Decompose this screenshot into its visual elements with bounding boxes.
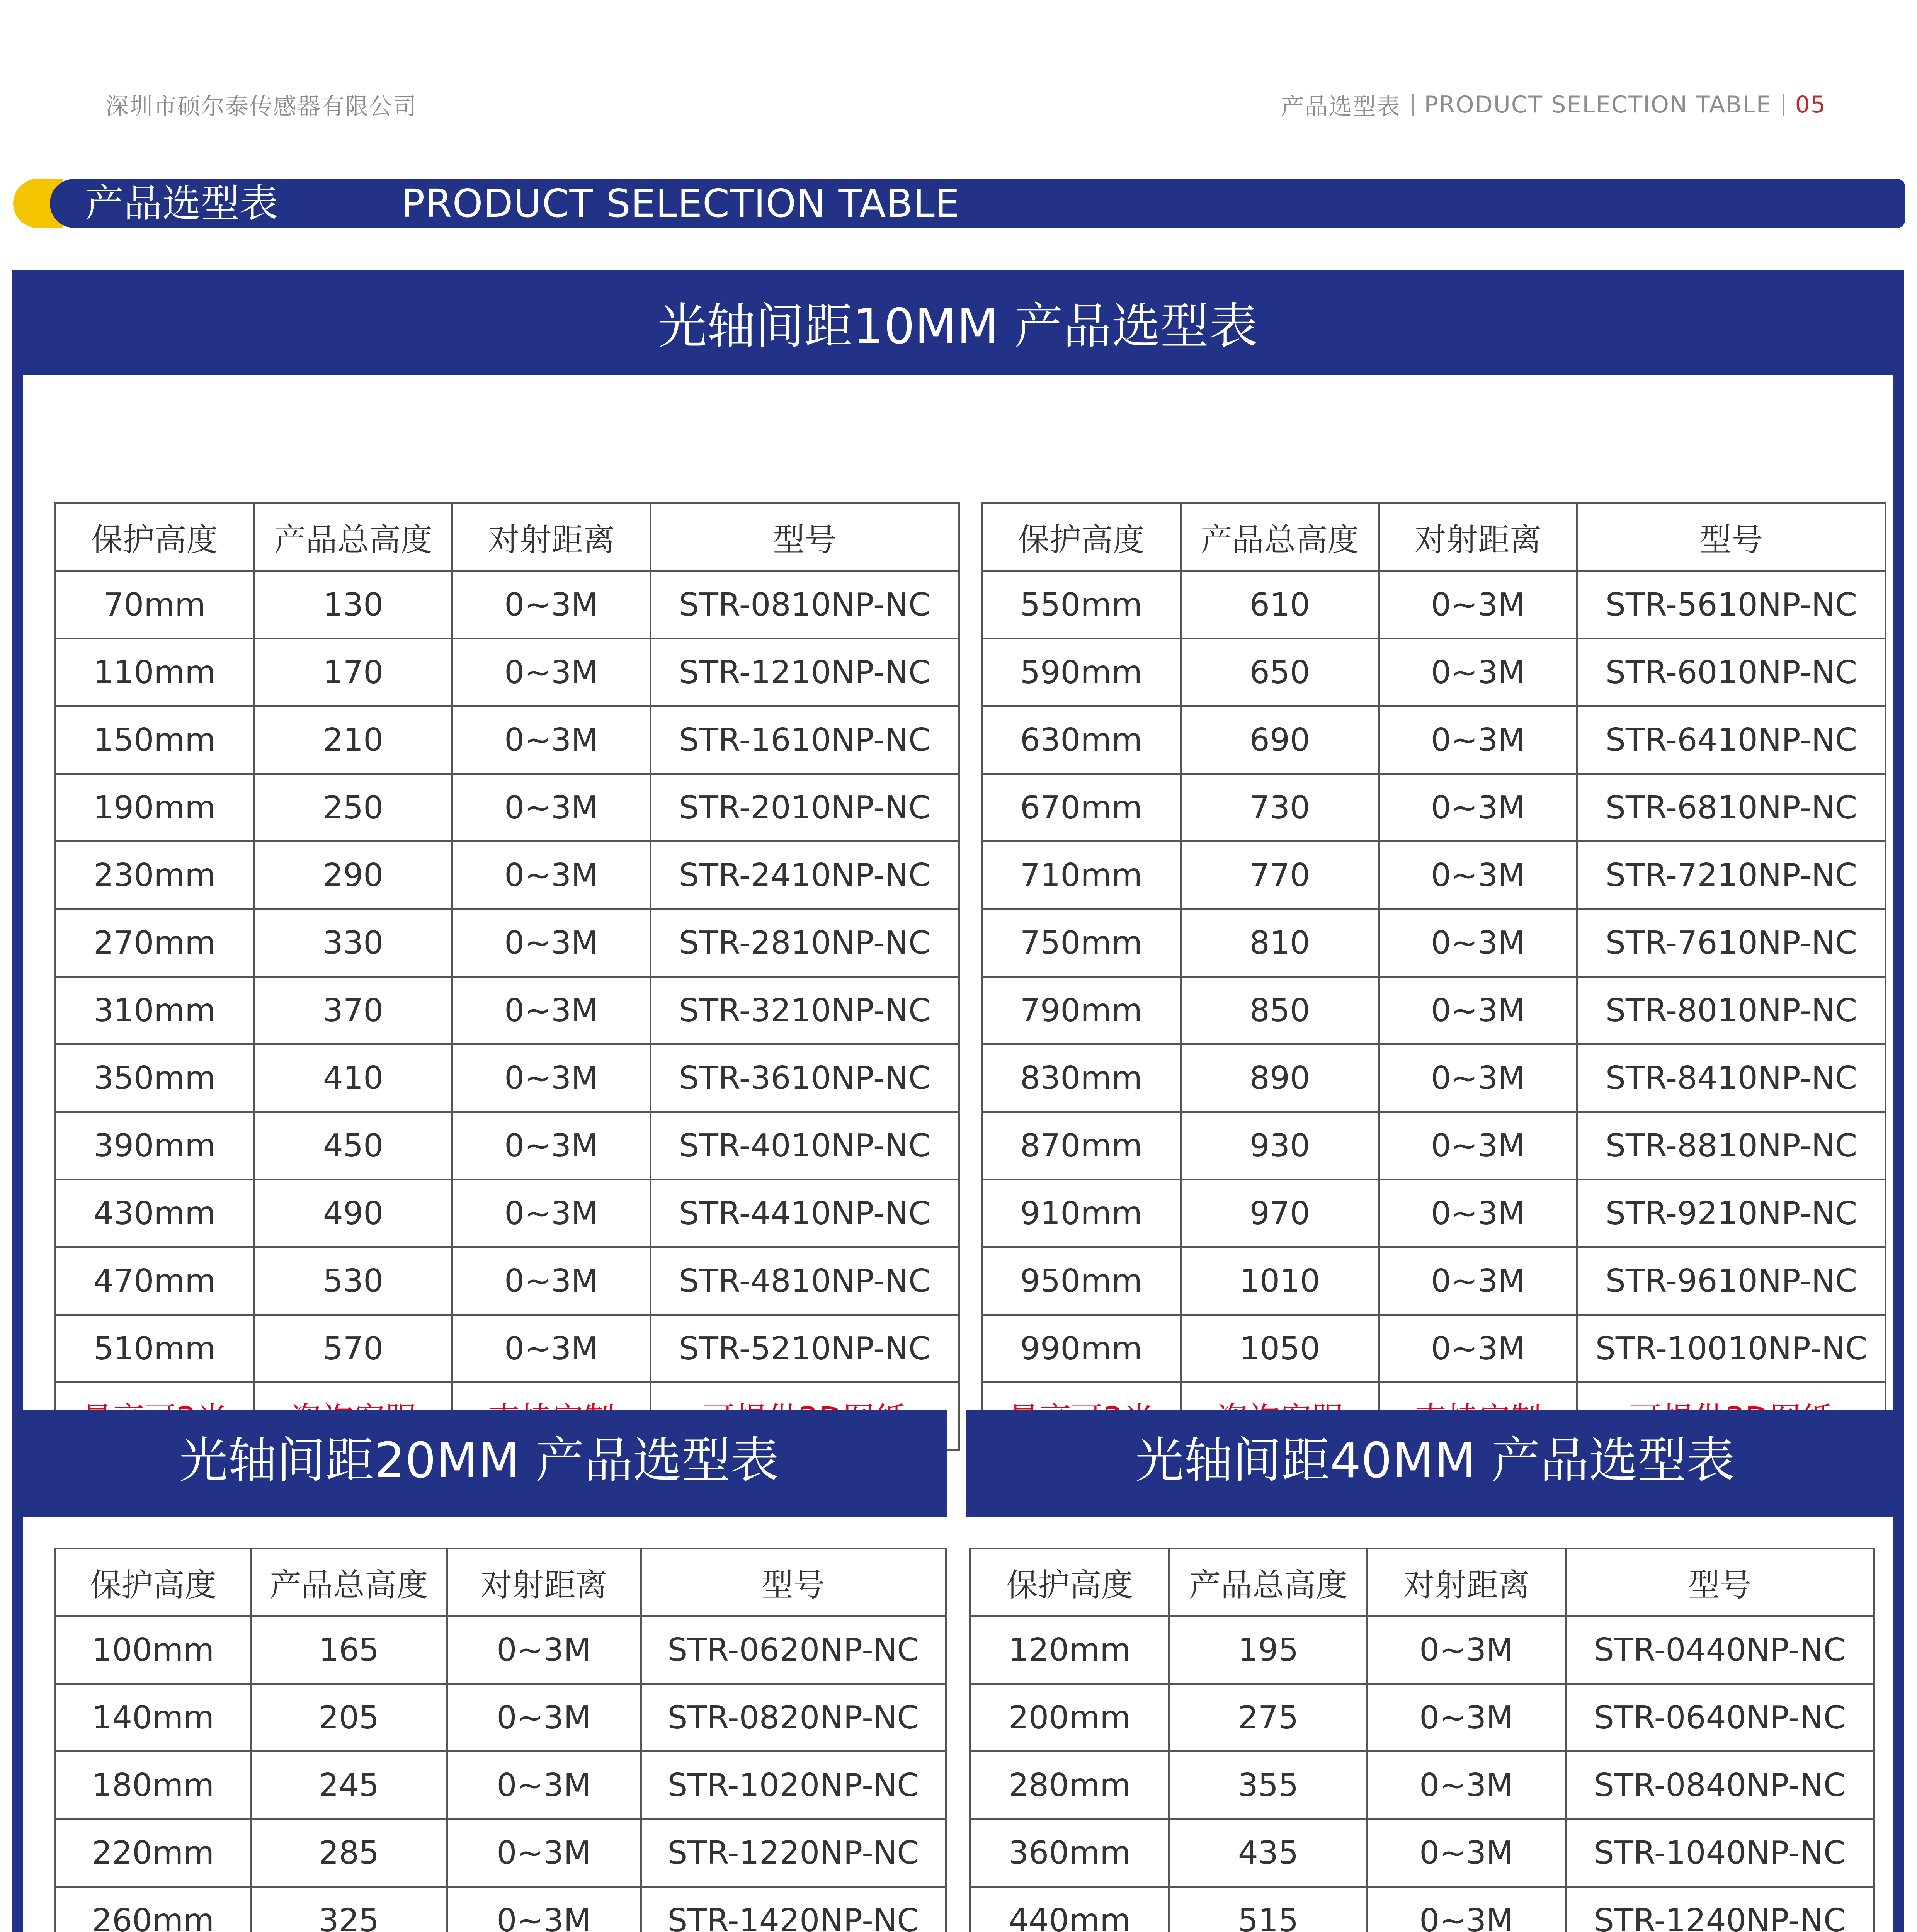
table-cell: 410 [254,1044,452,1112]
table-cell: STR-0620NP-NC [641,1616,946,1684]
table-cell: 0~3M [452,1315,651,1383]
table-cell: 165 [251,1616,447,1684]
table-row [55,1044,959,1112]
table-cell: STR-0840NP-NC [1566,1752,1874,1819]
table-cell: 0~3M [1368,1887,1566,1932]
table-cell: 275 [1169,1684,1368,1752]
table-cell: 990mm [982,1315,1181,1383]
table-cell: 280mm [970,1752,1169,1819]
table-row [982,774,1886,842]
table-cell: 0~3M [447,1752,641,1819]
table-cell: STR-1610NP-NC [651,706,959,774]
table-cell: 690 [1181,706,1379,774]
table-cell: STR-2410NP-NC [651,842,959,909]
table-row [55,1247,959,1315]
selection-table [969,1548,1875,1932]
column-header: 产品总高度 [1181,503,1379,571]
table-cell: 670mm [982,774,1181,842]
panel-20mm [12,1410,947,1932]
panel-10mm [12,270,1904,1410]
section-label: 产品选型表 [1281,93,1401,120]
table-row [982,909,1886,977]
table-cell: 0~3M [1379,571,1577,639]
table-cell: STR-8410NP-NC [1577,1044,1886,1112]
table-cell: STR-6810NP-NC [1577,774,1886,842]
table-cell: 440mm [970,1887,1169,1932]
table-cell: 260mm [55,1887,251,1932]
table-cell: 0~3M [1379,977,1577,1044]
table-cell: 285 [251,1819,447,1887]
table-header-row [982,503,1886,571]
column-header: 产品总高度 [254,503,452,571]
table-cell: STR-4010NP-NC [651,1112,959,1180]
table-cell: 650 [1181,639,1379,706]
table-cell: 490 [254,1180,452,1247]
table-row [55,1616,946,1684]
section-banner [13,179,1905,228]
table-cell: STR-4410NP-NC [651,1180,959,1247]
table-cell: 0~3M [452,774,651,842]
column-header: 保护高度 [970,1549,1169,1616]
table-cell: STR-6010NP-NC [1577,639,1886,706]
table-row [55,1112,959,1180]
table-cell: 0~3M [452,1180,651,1247]
table-cell: 750mm [982,909,1181,977]
table-cell: 510mm [55,1315,254,1383]
table-row [982,1044,1886,1112]
table-cell: 390mm [55,1112,254,1180]
column-header: 型号 [1566,1549,1874,1616]
table-cell: 770 [1181,842,1379,909]
panel-body [23,1517,947,1932]
panel-40mm [966,1410,1904,1932]
column-header: 保护高度 [55,1549,251,1616]
table-row [55,571,959,639]
table-cell: 325 [251,1887,447,1932]
table-cell: 0~3M [1379,842,1577,909]
table-row [55,1684,946,1752]
table-row [55,1180,959,1247]
table-cell: 710mm [982,842,1181,909]
table-cell: 870mm [982,1112,1181,1180]
table-row [55,1752,946,1819]
table-cell: STR-5210NP-NC [651,1315,959,1383]
table-row [55,909,959,977]
table-row [970,1616,1874,1684]
table-cell: 570 [254,1315,452,1383]
table-cell: 430mm [55,1180,254,1247]
table-cell: 630mm [982,706,1181,774]
table-cell: 110mm [55,639,254,706]
table-cell: 515 [1169,1887,1368,1932]
table-cell: 250 [254,774,452,842]
banner-title-cn: 产品选型表 [85,181,278,226]
table-row [55,842,959,909]
table-cell: STR-1240NP-NC [1566,1887,1874,1932]
table-cell: 150mm [55,706,254,774]
table-cell: 0~3M [1379,1247,1577,1315]
table-cell: 130 [254,571,452,639]
table-cell: STR-2010NP-NC [651,774,959,842]
table-cell: 0~3M [447,1616,641,1684]
banner-title-en: PRODUCT SELECTION TABLE [401,181,960,226]
table-cell: 0~3M [1368,1819,1566,1887]
table-cell: 180mm [55,1752,251,1819]
table-cell: 0~3M [1368,1684,1566,1752]
panel-title: 光轴间距40MM 产品选型表 [1135,1432,1735,1489]
table-cell: 930 [1181,1112,1379,1180]
header-divider [1412,94,1414,116]
table-cell: 0~3M [1379,909,1577,977]
table-cell: 0~3M [447,1887,641,1932]
table-row [55,1315,959,1383]
table-cell: 0~3M [452,1112,651,1180]
table-cell: 205 [251,1684,447,1752]
panel-title: 光轴间距20MM 产品选型表 [179,1432,779,1489]
table-cell: 220mm [55,1819,251,1887]
table-row [982,1180,1886,1247]
table-cell: 0~3M [1368,1616,1566,1684]
table-cell: 830mm [982,1044,1181,1112]
table-cell: 890 [1181,1044,1379,1112]
table-cell: 70mm [55,571,254,639]
table-cell: 330 [254,909,452,977]
company-name: 深圳市硕尔泰传感器有限公司 [105,93,417,120]
page-number: 05 [1795,91,1826,118]
table-cell: 0~3M [452,977,651,1044]
table-cell: STR-8810NP-NC [1577,1112,1886,1180]
table-cell: STR-7210NP-NC [1577,842,1886,909]
selection-table [981,502,1886,1451]
table-cell: STR-7610NP-NC [1577,909,1886,977]
table-row [55,1887,946,1932]
table-cell: 790mm [982,977,1181,1044]
table-cell: 435 [1169,1819,1368,1887]
table-cell: 1010 [1181,1247,1379,1315]
table-header-row [55,1549,946,1616]
table-cell: 230mm [55,842,254,909]
table-cell: 290 [254,842,452,909]
table-cell: 0~3M [452,842,651,909]
table-row [982,1315,1886,1383]
table-row [970,1819,1874,1887]
table-cell: STR-10010NP-NC [1577,1315,1886,1383]
table-cell: 730 [1181,774,1379,842]
table-cell: STR-9610NP-NC [1577,1247,1886,1315]
table-cell: 0~3M [447,1819,641,1887]
table-row [982,571,1886,639]
table-cell: 0~3M [1379,639,1577,706]
table-cell: STR-0820NP-NC [641,1684,946,1752]
table-cell: 910mm [982,1180,1181,1247]
column-header: 对射距离 [452,503,651,571]
table-row [55,1819,946,1887]
header-divider [1783,94,1784,116]
table-cell: 200mm [970,1684,1169,1752]
table-cell: 0~3M [1379,1180,1577,1247]
table-cell: 850 [1181,977,1379,1044]
table-cell: 190mm [55,774,254,842]
table-cell: 195 [1169,1616,1368,1684]
table-row [982,842,1886,909]
table-cell: 0~3M [452,639,651,706]
table-cell: 0~3M [452,571,651,639]
selection-table [54,1548,947,1932]
panel-body [966,1517,1893,1932]
panel-title: 光轴间距10MM 产品选型表 [658,298,1258,355]
table-cell: 0~3M [452,706,651,774]
table-row [55,706,959,774]
table-cell: STR-3210NP-NC [651,977,959,1044]
table-cell: 0~3M [1379,1315,1577,1383]
column-header: 型号 [1577,503,1886,571]
table-header-row [55,503,959,571]
table-cell: 450 [254,1112,452,1180]
table-cell: STR-1420NP-NC [641,1887,946,1932]
column-header: 产品总高度 [1169,1549,1368,1616]
table-cell: STR-4810NP-NC [651,1247,959,1315]
table-cell: 810 [1181,909,1379,977]
column-header: 保护高度 [55,503,254,571]
table-cell: 610 [1181,571,1379,639]
table-cell: 0~3M [452,1044,651,1112]
table-cell: STR-5610NP-NC [1577,571,1886,639]
table-row [970,1887,1874,1932]
column-header: 产品总高度 [251,1549,447,1616]
table-cell: 550mm [982,571,1181,639]
table-cell: 120mm [970,1616,1169,1684]
table-row [982,639,1886,706]
table-cell: STR-8010NP-NC [1577,977,1886,1044]
table-row [970,1752,1874,1819]
table-cell: STR-0810NP-NC [651,571,959,639]
table-header-row [970,1549,1874,1616]
table-cell: STR-6410NP-NC [1577,706,1886,774]
table-row [55,977,959,1044]
panel-body [23,375,1893,1410]
table-cell: 950mm [982,1247,1181,1315]
table-row [982,1112,1886,1180]
table-row [982,1247,1886,1315]
column-header: 型号 [641,1549,946,1616]
selection-table [54,502,960,1451]
table-cell: 170 [254,639,452,706]
table-cell: 350mm [55,1044,254,1112]
table-cell: 590mm [982,639,1181,706]
page-header-right [1281,88,1826,121]
column-header: 保护高度 [982,503,1181,571]
table-row [55,639,959,706]
table-cell: STR-1210NP-NC [651,639,959,706]
table-cell: 0~3M [1379,706,1577,774]
column-header: 对射距离 [1368,1549,1566,1616]
table-row [982,977,1886,1044]
table-cell: 140mm [55,1684,251,1752]
table-cell: 0~3M [1368,1752,1566,1819]
column-header: 型号 [651,503,959,571]
table-cell: 0~3M [1379,1044,1577,1112]
table-cell: STR-1020NP-NC [641,1752,946,1819]
column-header: 对射距离 [1379,503,1577,571]
table-cell: 0~3M [1379,774,1577,842]
table-cell: 360mm [970,1819,1169,1887]
table-row [970,1684,1874,1752]
table-cell: 470mm [55,1247,254,1315]
table-cell: 530 [254,1247,452,1315]
table-cell: 1050 [1181,1315,1379,1383]
banner-bar [50,179,1905,228]
table-cell: STR-2810NP-NC [651,909,959,977]
table-cell: 355 [1169,1752,1368,1819]
table-cell: STR-3610NP-NC [651,1044,959,1112]
table-row [55,774,959,842]
column-header: 对射距离 [447,1549,641,1616]
table-cell: 0~3M [1379,1112,1577,1180]
table-cell: 245 [251,1752,447,1819]
table-cell: STR-0640NP-NC [1566,1684,1874,1752]
table-row [982,706,1886,774]
table-cell: STR-1040NP-NC [1566,1819,1874,1887]
table-cell: 0~3M [452,1247,651,1315]
table-cell: 0~3M [447,1684,641,1752]
table-cell: STR-9210NP-NC [1577,1180,1886,1247]
table-cell: STR-1220NP-NC [641,1819,946,1887]
table-cell: 270mm [55,909,254,977]
table-cell: 0~3M [452,909,651,977]
table-cell: 370 [254,977,452,1044]
table-cell: 970 [1181,1180,1379,1247]
table-cell: 210 [254,706,452,774]
table-cell: STR-0440NP-NC [1566,1616,1874,1684]
table-cell: 100mm [55,1616,251,1684]
table-cell: 310mm [55,977,254,1044]
section-label-en: PRODUCT SELECTION TABLE [1424,91,1772,118]
